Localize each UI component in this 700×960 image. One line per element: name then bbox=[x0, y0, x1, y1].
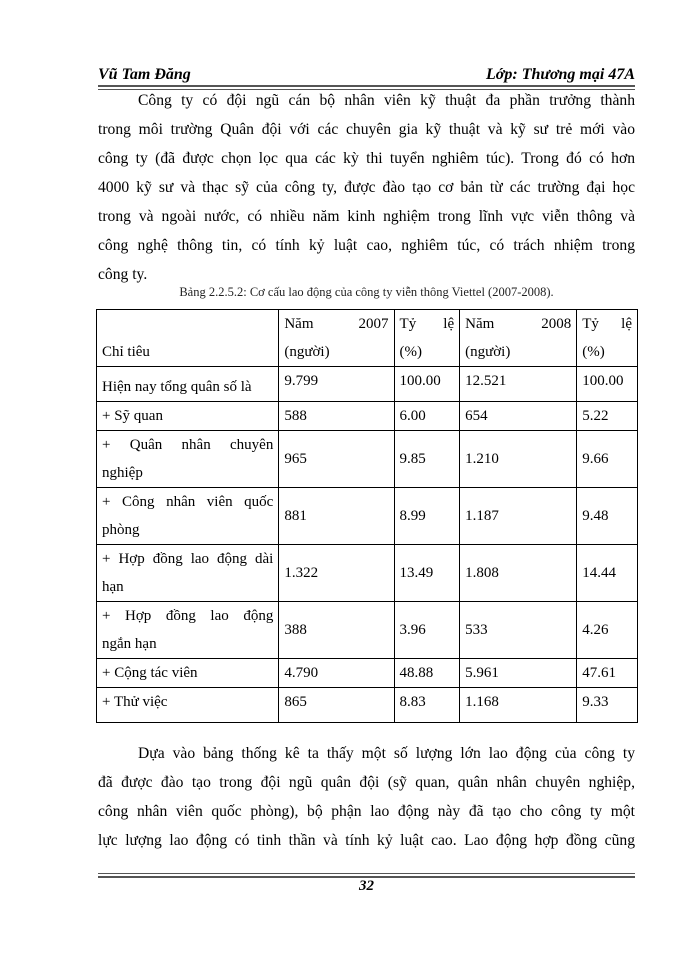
cell-2008-ratio: 9.66 bbox=[577, 431, 638, 488]
cell-2007-count: 588 bbox=[279, 402, 394, 431]
cell-2008-ratio: 14.44 bbox=[577, 545, 638, 602]
cell-2008-count: 1.187 bbox=[460, 488, 577, 545]
row-label: + Thử việc bbox=[97, 688, 279, 723]
paragraph-line: đã được đào tạo trong đội ngũ quân đội (sỹ quan, quân nhân chuyên nghiệp, bbox=[98, 774, 635, 791]
cell-2007-count: 881 bbox=[279, 488, 394, 545]
cell-2008-ratio: 100.00 bbox=[577, 367, 638, 402]
cell-2007-ratio: 8.99 bbox=[394, 488, 460, 545]
row-label: + Hợp đồng lao động dài hạn bbox=[97, 545, 279, 602]
page-number: 32 bbox=[359, 878, 374, 894]
table-row bbox=[97, 367, 638, 402]
row-label: + Quân nhân chuyên nghiệp bbox=[97, 431, 279, 488]
paragraph-line: lực lượng lao động có tinh thần và tính kỷ luật cao. Lao động hợp đồng cũng bbox=[98, 832, 635, 849]
table-row bbox=[97, 431, 638, 488]
cell-2007-count: 1.322 bbox=[279, 545, 394, 602]
table-row bbox=[97, 659, 638, 688]
table-row bbox=[97, 402, 638, 431]
paragraph-line: Dựa vào bảng thống kê ta thấy một số lượng lớn lao động của công ty bbox=[138, 745, 635, 762]
cell-2008-count: 5.961 bbox=[460, 659, 577, 688]
row-label: + Sỹ quan bbox=[97, 402, 279, 431]
paragraph-analysis bbox=[98, 739, 635, 855]
labor-structure-table bbox=[96, 309, 638, 723]
paragraph-line: trong và ngoài nước, có nhiều năm kinh nghiệm trong lĩnh vực viễn thông và bbox=[98, 208, 635, 225]
header-indicator: Chỉ tiêu bbox=[97, 310, 279, 367]
paragraph-line: công nghệ thông tin, có tính kỷ luật cao, nghiêm túc, có trách nhiệm trong bbox=[98, 237, 635, 254]
table-row bbox=[97, 545, 638, 602]
cell-2008-ratio: 5.22 bbox=[577, 402, 638, 431]
header-ratio-2008: Tỷ lệ (%) bbox=[577, 310, 638, 367]
cell-2007-count: 4.790 bbox=[279, 659, 394, 688]
header-author: Vũ Tam Đăng bbox=[98, 66, 191, 83]
cell-2008-count: 1.210 bbox=[460, 431, 577, 488]
cell-2007-ratio: 8.83 bbox=[394, 688, 460, 723]
paragraph-line: trong môi trường Quân đội với các chuyên gia kỹ thuật và kỹ sư trẻ mới vào bbox=[98, 121, 635, 138]
cell-2007-ratio: 9.85 bbox=[394, 431, 460, 488]
cell-2008-ratio: 9.48 bbox=[577, 488, 638, 545]
cell-2008-count: 12.521 bbox=[460, 367, 577, 402]
cell-2008-count: 533 bbox=[460, 602, 577, 659]
table-row bbox=[97, 688, 638, 723]
row-label: Hiện nay tổng quân số là bbox=[97, 367, 279, 402]
cell-2007-ratio: 100.00 bbox=[394, 367, 460, 402]
cell-2007-ratio: 3.96 bbox=[394, 602, 460, 659]
paragraph-line: Công ty có đội ngũ cán bộ nhân viên kỹ thuật đa phần trưởng thành bbox=[138, 92, 635, 109]
table-header-row bbox=[97, 310, 638, 367]
cell-2008-count: 1.168 bbox=[460, 688, 577, 723]
table-caption: Bảng 2.2.5.2: Cơ cấu lao động của công ty viễn thông Viettel (2007-2008). bbox=[179, 285, 554, 299]
table-row bbox=[97, 488, 638, 545]
cell-2008-ratio: 9.33 bbox=[577, 688, 638, 723]
table-row bbox=[97, 602, 638, 659]
row-label: + Công nhân viên quốc phòng bbox=[97, 488, 279, 545]
cell-2007-count: 9.799 bbox=[279, 367, 394, 402]
paragraph-line: công ty (đã được chọn lọc qua các kỳ thi tuyển nghiêm túc). Trong đó có hơn bbox=[98, 150, 635, 167]
header-year-2007: Năm 2007 (người) bbox=[279, 310, 394, 367]
row-label: + Cộng tác viên bbox=[97, 659, 279, 688]
paragraph-intro bbox=[98, 86, 635, 289]
page-header bbox=[98, 66, 635, 86]
cell-2008-count: 1.808 bbox=[460, 545, 577, 602]
cell-2007-count: 388 bbox=[279, 602, 394, 659]
footer-rule-thin bbox=[98, 873, 635, 874]
paragraph-line: 4000 kỹ sư và thạc sỹ của công ty, được đào tạo cơ bản từ các trường đại học bbox=[98, 179, 635, 196]
cell-2007-ratio: 6.00 bbox=[394, 402, 460, 431]
cell-2007-count: 965 bbox=[279, 431, 394, 488]
paragraph-line: công nhân viên quốc phòng), bộ phận lao động này đã tạo cho công ty một bbox=[98, 803, 635, 820]
paragraph-line: công ty. bbox=[98, 266, 148, 283]
cell-2008-ratio: 47.61 bbox=[577, 659, 638, 688]
row-label: + Hợp đồng lao động ngắn hạn bbox=[97, 602, 279, 659]
cell-2008-ratio: 4.26 bbox=[577, 602, 638, 659]
cell-2007-count: 865 bbox=[279, 688, 394, 723]
cell-2008-count: 654 bbox=[460, 402, 577, 431]
cell-2007-ratio: 48.88 bbox=[394, 659, 460, 688]
header-ratio-2007: Tỷ lệ (%) bbox=[394, 310, 460, 367]
header-class: Lớp: Thương mại 47A bbox=[486, 66, 635, 83]
cell-2007-ratio: 13.49 bbox=[394, 545, 460, 602]
header-year-2008: Năm 2008 (người) bbox=[460, 310, 577, 367]
